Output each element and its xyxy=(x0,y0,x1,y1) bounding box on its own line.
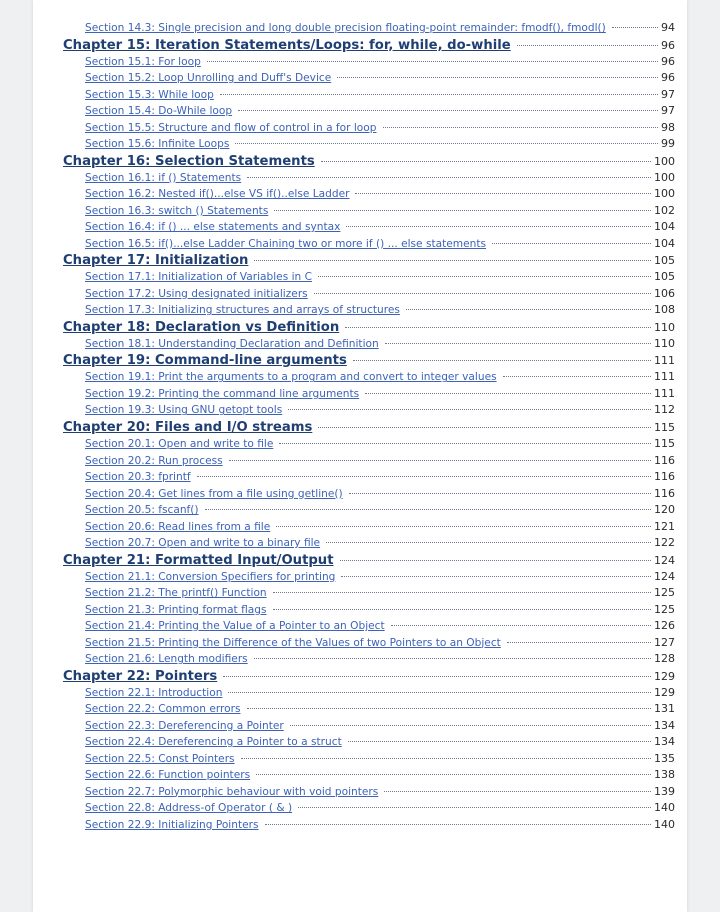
toc-section-entry[interactable] xyxy=(63,187,675,204)
page-number: 116 xyxy=(654,470,675,484)
dot-leader xyxy=(612,27,658,28)
toc-section-entry[interactable] xyxy=(63,403,675,420)
dot-leader xyxy=(279,443,651,444)
section-title-link[interactable]: Section 16.4: if () ... else statements and syntax xyxy=(85,221,341,234)
dot-leader xyxy=(241,758,651,759)
page-number: 100 xyxy=(654,170,675,184)
page-number: 134 xyxy=(654,718,675,732)
section-title-link[interactable]: Section 20.5: fscanf() xyxy=(85,504,199,517)
toc-section-entry[interactable] xyxy=(63,237,675,254)
toc-section-entry[interactable] xyxy=(63,702,675,719)
dot-leader xyxy=(353,360,651,361)
dot-leader xyxy=(254,260,651,261)
page-number: 125 xyxy=(654,602,675,616)
dot-leader xyxy=(318,427,651,428)
chapter-title-link[interactable]: Chapter 18: Declaration vs Definition xyxy=(63,319,340,335)
section-title-link[interactable]: Section 17.3: Initializing structures and arrays of structures xyxy=(85,304,400,317)
page-number: 116 xyxy=(654,486,675,500)
dot-leader xyxy=(205,509,651,510)
dot-leader xyxy=(273,592,651,593)
page-number: 100 xyxy=(654,187,675,201)
toc-section-entry[interactable] xyxy=(63,636,675,653)
page-number: 98 xyxy=(661,120,675,134)
page-number: 115 xyxy=(654,437,675,451)
section-title-link[interactable]: Section 21.4: Printing the Value of a Pointer to an Object xyxy=(85,620,385,633)
section-title-link[interactable]: Section 16.5: if()...else Ladder Chaining two or more if () ... else statements xyxy=(85,237,487,250)
toc-chapter-entry[interactable] xyxy=(63,669,675,686)
toc-section-entry[interactable] xyxy=(63,121,675,138)
toc-section-entry[interactable] xyxy=(63,204,675,221)
dot-leader xyxy=(220,94,658,95)
toc-section-entry[interactable] xyxy=(63,520,675,537)
toc-section-entry[interactable] xyxy=(63,752,675,769)
section-title-link[interactable]: Section 15.6: Infinite Loops xyxy=(85,138,230,151)
toc-section-entry[interactable] xyxy=(63,437,675,454)
chapter-title-link[interactable]: Chapter 22: Pointers xyxy=(63,668,218,684)
page-number: 131 xyxy=(654,702,675,716)
toc-section-entry[interactable] xyxy=(63,818,675,835)
section-title-link[interactable]: Section 19.3: Using GNU getopt tools xyxy=(85,404,283,417)
toc-section-entry[interactable] xyxy=(63,287,675,304)
section-title-link[interactable]: Section 17.1: Initialization of Variables in C xyxy=(85,271,312,284)
page-number: 96 xyxy=(661,54,675,68)
toc-chapter-entry[interactable] xyxy=(63,353,675,370)
section-title-link[interactable]: Section 18.1: Understanding Declaration and Definition xyxy=(85,337,379,350)
section-title-link[interactable]: Section 15.2: Loop Unrolling and Duff's Device xyxy=(85,72,332,85)
page-number: 105 xyxy=(654,270,675,284)
chapter-title-link[interactable]: Chapter 15: Iteration Statements/Loops: for, while, do-while xyxy=(63,37,511,53)
section-title-link[interactable]: Section 22.5: Const Pointers xyxy=(85,752,235,765)
page-number: 116 xyxy=(654,453,675,467)
toc-section-entry[interactable] xyxy=(63,270,675,287)
section-title-link[interactable]: Section 21.6: Length modifiers xyxy=(85,653,248,666)
page-number: 112 xyxy=(654,403,675,417)
page-number: 102 xyxy=(654,203,675,217)
toc-section-entry[interactable] xyxy=(63,21,675,38)
toc-section-entry[interactable] xyxy=(63,570,675,587)
toc-section-entry[interactable] xyxy=(63,619,675,636)
dot-leader xyxy=(228,692,651,693)
section-title-link[interactable]: Section 21.1: Conversion Specifiers for printing xyxy=(85,570,336,583)
dot-leader xyxy=(274,210,651,211)
dot-leader xyxy=(288,409,651,410)
dot-leader xyxy=(340,560,651,561)
toc-section-entry[interactable] xyxy=(63,454,675,471)
toc-section-entry[interactable] xyxy=(63,104,675,121)
page-number: 126 xyxy=(654,619,675,633)
dot-leader xyxy=(348,741,651,742)
section-title-link[interactable]: Section 20.6: Read lines from a file xyxy=(85,520,271,533)
page-number: 127 xyxy=(654,635,675,649)
section-title-link[interactable]: Section 20.7: Open and write to a binary file xyxy=(85,537,321,550)
page-number: 104 xyxy=(654,220,675,234)
page-number: 139 xyxy=(654,784,675,798)
dot-leader xyxy=(247,177,651,178)
toc-chapter-entry[interactable] xyxy=(63,38,675,55)
toc-section-entry[interactable] xyxy=(63,785,675,802)
section-title-link[interactable]: Section 22.2: Common errors xyxy=(85,703,241,716)
dot-leader xyxy=(254,658,651,659)
dot-leader xyxy=(247,708,652,709)
dot-leader xyxy=(298,807,651,808)
page-number: 111 xyxy=(654,354,675,368)
toc-section-entry[interactable] xyxy=(63,768,675,785)
toc-chapter-entry[interactable] xyxy=(63,320,675,337)
section-title-link[interactable]: Section 19.2: Printing the command line arguments xyxy=(85,387,360,400)
dot-leader xyxy=(273,609,652,610)
section-title-link[interactable]: Section 22.7: Polymorphic behaviour with void pointers xyxy=(85,785,379,798)
toc-chapter-entry[interactable] xyxy=(63,553,675,570)
chapter-title-link[interactable]: Chapter 16: Selection Statements xyxy=(63,153,315,169)
page-number: 140 xyxy=(654,817,675,831)
section-title-link[interactable]: Section 16.1: if () Statements xyxy=(85,171,242,184)
page-number: 105 xyxy=(654,254,675,268)
page-number: 94 xyxy=(661,21,675,34)
dot-leader xyxy=(197,476,651,477)
page-number: 99 xyxy=(661,137,675,151)
toc-section-entry[interactable] xyxy=(63,801,675,818)
toc-section-entry[interactable] xyxy=(63,137,675,154)
toc-section-entry[interactable] xyxy=(63,686,675,703)
dot-leader xyxy=(383,127,659,128)
toc-section-entry[interactable] xyxy=(63,337,675,354)
page-number: 125 xyxy=(654,586,675,600)
section-title-link[interactable]: Section 21.2: The printf() Function xyxy=(85,587,267,600)
section-title-link[interactable]: Section 15.5: Structure and flow of control in a for loop xyxy=(85,121,377,134)
dot-leader xyxy=(229,460,651,461)
dot-leader xyxy=(345,327,651,328)
toc-section-entry[interactable] xyxy=(63,171,675,188)
dot-leader xyxy=(235,143,658,144)
dot-leader xyxy=(385,343,651,344)
page-number: 138 xyxy=(654,768,675,782)
page-number: 111 xyxy=(654,386,675,400)
toc-section-entry[interactable] xyxy=(63,735,675,752)
dot-leader xyxy=(517,45,658,46)
page-number: 96 xyxy=(661,71,675,85)
dot-leader xyxy=(503,376,651,377)
dot-leader xyxy=(346,226,651,227)
page-number: 104 xyxy=(654,236,675,250)
page-number: 110 xyxy=(654,320,675,334)
page-number: 97 xyxy=(661,87,675,101)
page-number: 121 xyxy=(654,519,675,533)
section-title-link[interactable]: Section 22.6: Function pointers xyxy=(85,769,251,782)
dot-leader xyxy=(365,393,651,394)
page-number: 124 xyxy=(654,553,675,567)
chapter-title-link[interactable]: Chapter 19: Command-line arguments xyxy=(63,353,347,369)
section-title-link[interactable]: Section 22.1: Introduction xyxy=(85,686,223,699)
section-title-link[interactable]: Section 15.3: While loop xyxy=(85,88,214,101)
dot-leader xyxy=(337,77,658,78)
toc-section-entry[interactable] xyxy=(63,719,675,736)
section-title-link[interactable]: Section 22.8: Address-of Operator ( & ) xyxy=(85,802,293,815)
dot-leader xyxy=(223,676,651,677)
page-number: 122 xyxy=(654,536,675,550)
dot-leader xyxy=(256,774,651,775)
toc-section-entry[interactable] xyxy=(63,470,675,487)
toc-section-entry[interactable] xyxy=(63,88,675,105)
toc-section-entry[interactable] xyxy=(63,220,675,237)
dot-leader xyxy=(321,161,651,162)
page-number: 110 xyxy=(654,336,675,350)
dot-leader xyxy=(355,193,651,194)
section-title-link[interactable]: Section 20.1: Open and write to file xyxy=(85,438,274,451)
section-title-link[interactable]: Section 21.5: Printing the Difference of the Values of two Pointers to an Object xyxy=(85,636,501,649)
section-title-link[interactable]: Section 20.3: fprintf xyxy=(85,471,191,484)
page-number: 108 xyxy=(654,303,675,317)
toc-section-entry[interactable] xyxy=(63,652,675,669)
dot-leader xyxy=(265,824,651,825)
dot-leader xyxy=(384,791,651,792)
toc-section-entry[interactable] xyxy=(63,487,675,504)
dot-leader xyxy=(391,625,651,626)
dot-leader xyxy=(507,642,651,643)
chapter-title-link[interactable]: Chapter 20: Files and I/O streams xyxy=(63,419,313,435)
page-number: 100 xyxy=(654,154,675,168)
page-number: 124 xyxy=(654,569,675,583)
dot-leader xyxy=(318,276,651,277)
dot-leader xyxy=(314,293,651,294)
section-title-link[interactable]: Section 21.3: Printing format flags xyxy=(85,603,267,616)
toc-section-entry[interactable] xyxy=(63,303,675,320)
dot-leader xyxy=(326,542,651,543)
dot-leader xyxy=(207,61,658,62)
toc-section-entry[interactable] xyxy=(63,55,675,72)
chapter-title-link[interactable]: Chapter 17: Initialization xyxy=(63,253,249,269)
toc-section-entry[interactable] xyxy=(63,387,675,404)
section-title-link[interactable]: Section 20.2: Run process xyxy=(85,454,223,467)
dot-leader xyxy=(492,243,651,244)
chapter-title-link[interactable]: Chapter 21: Formatted Input/Output xyxy=(63,552,334,568)
section-title-link[interactable]: Section 16.2: Nested if()...else VS if()..else Ladder xyxy=(85,188,350,201)
dot-leader xyxy=(238,110,658,111)
page-number: 97 xyxy=(661,104,675,118)
section-title-link[interactable]: Section 15.1: For loop xyxy=(85,55,201,68)
table-of-contents xyxy=(63,21,675,834)
section-title-link[interactable]: Section 16.3: switch () Statements xyxy=(85,204,269,217)
document-page xyxy=(33,0,687,912)
section-title-link[interactable]: Section 22.9: Initializing Pointers xyxy=(85,818,259,831)
toc-chapter-entry[interactable] xyxy=(63,154,675,171)
page-number: 129 xyxy=(654,669,675,683)
toc-chapter-entry[interactable] xyxy=(63,253,675,270)
toc-section-entry[interactable] xyxy=(63,370,675,387)
section-title-link[interactable]: Section 15.4: Do-While loop xyxy=(85,105,233,118)
section-title-link[interactable]: Section 14.3: Single precision and long double precision floating-point remainder: fmodf(), fmodl() xyxy=(85,22,606,34)
section-title-link[interactable]: Section 17.2: Using designated initializers xyxy=(85,287,308,300)
toc-section-entry[interactable] xyxy=(63,536,675,553)
page-number: 135 xyxy=(654,751,675,765)
section-title-link[interactable]: Section 19.1: Print the arguments to a program and convert to integer values xyxy=(85,371,497,384)
dot-leader xyxy=(276,526,651,527)
page-number: 111 xyxy=(654,370,675,384)
toc-section-entry[interactable] xyxy=(63,503,675,520)
page-number: 140 xyxy=(654,801,675,815)
page-number: 129 xyxy=(654,685,675,699)
page-number: 115 xyxy=(654,420,675,434)
page-number: 96 xyxy=(661,38,675,52)
page-number: 106 xyxy=(654,286,675,300)
toc-section-entry[interactable] xyxy=(63,71,675,88)
page-number: 128 xyxy=(654,652,675,666)
dot-leader xyxy=(341,576,651,577)
toc-section-entry[interactable] xyxy=(63,586,675,603)
page-number: 134 xyxy=(654,735,675,749)
toc-chapter-entry[interactable] xyxy=(63,420,675,437)
toc-section-entry[interactable] xyxy=(63,603,675,620)
section-title-link[interactable]: Section 22.4: Dereferencing a Pointer to a struct xyxy=(85,736,342,749)
dot-leader xyxy=(349,493,651,494)
dot-leader xyxy=(406,309,651,310)
section-title-link[interactable]: Section 20.4: Get lines from a file using getline() xyxy=(85,487,343,500)
dot-leader xyxy=(290,725,651,726)
page-number: 120 xyxy=(654,503,675,517)
section-title-link[interactable]: Section 22.3: Dereferencing a Pointer xyxy=(85,719,284,732)
